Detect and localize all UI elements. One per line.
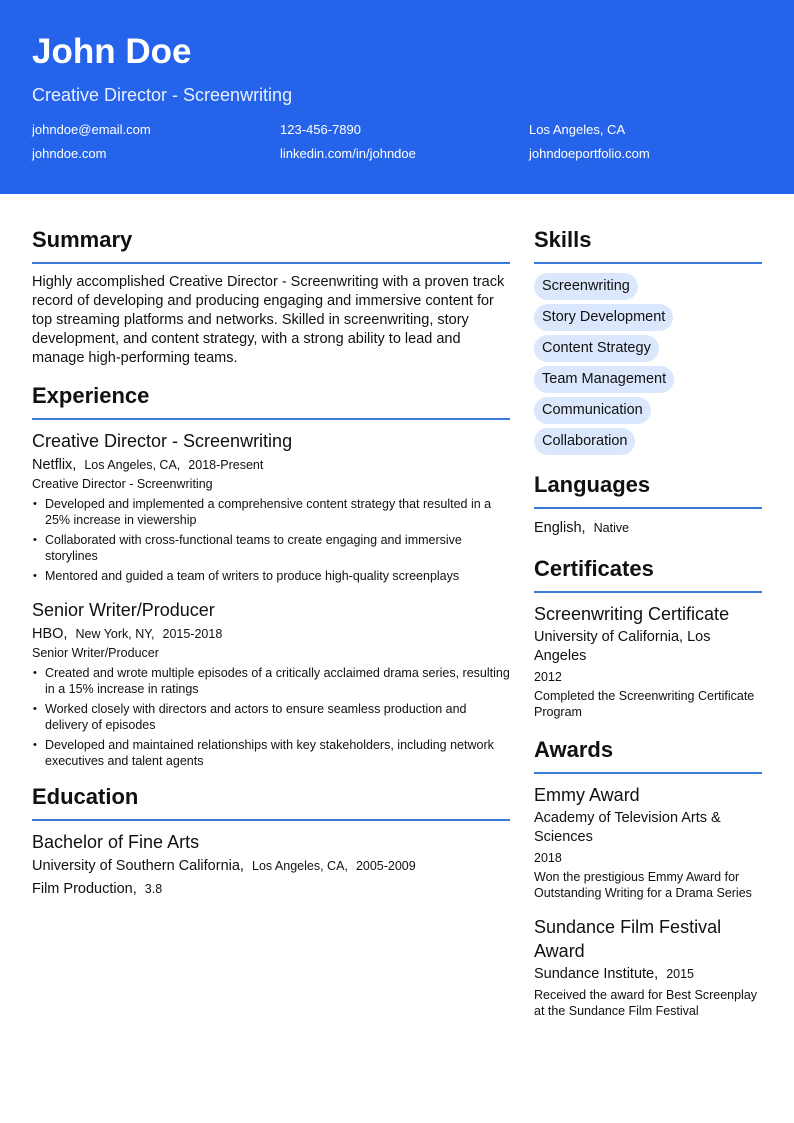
award-org: Sundance Institute, <box>534 966 659 982</box>
language-entry <box>534 518 762 538</box>
education-gpa: 3.8 <box>144 882 163 896</box>
skill-tag: Communication <box>534 397 651 424</box>
education-degree: Bachelor of Fine Arts <box>32 832 200 852</box>
summary-heading: Summary <box>32 226 510 264</box>
languages-heading: Languages <box>534 471 762 509</box>
awards-heading: Awards <box>534 736 762 774</box>
skill-tag: Story Development <box>534 304 673 331</box>
job-dates: 2018-Present <box>188 458 264 472</box>
certificate-org: University of California, Los Angeles <box>534 629 711 664</box>
award-date: 2018 <box>534 851 562 865</box>
job-bullets <box>32 665 510 769</box>
award-entry <box>534 783 762 901</box>
location: Los Angeles, CA <box>529 122 626 137</box>
phone-number: 123-456-7890 <box>280 122 361 137</box>
education-field-line <box>32 878 510 901</box>
main-column <box>32 226 510 901</box>
job-dates: 2015-2018 <box>162 627 223 641</box>
skill-tag: Content Strategy <box>534 335 659 362</box>
education-field: Film Production, <box>32 881 137 897</box>
education-school-line <box>32 855 510 878</box>
award-title: Emmy Award <box>534 785 640 805</box>
certificate-entry <box>534 602 762 720</box>
award-entry <box>534 915 762 1019</box>
job-location: New York, NY, <box>75 627 155 641</box>
job-bullet: • Developed and implemented a comprehensive content strategy that resulted in a 25% increase in viewership <box>32 496 510 528</box>
side-column <box>534 226 762 1033</box>
language-level: Native <box>593 521 630 535</box>
job-bullet: • Collaborated with cross-functional teams to create engaging and immersive storylines <box>32 532 510 564</box>
education-school: University of Southern California, <box>32 858 244 874</box>
job-company-line <box>32 455 510 475</box>
resume-header <box>0 0 794 194</box>
job-company-line <box>32 624 510 644</box>
job-bullet: • Worked closely with directors and actors to ensure seamless production and delivery of episodes <box>32 701 510 733</box>
job-bullets <box>32 496 510 584</box>
certificate-date: 2012 <box>534 670 562 684</box>
certificates-heading: Certificates <box>534 555 762 593</box>
job-bullet: • Mentored and guided a team of writers to produce high-quality screenplays <box>32 568 510 584</box>
award-title: Sundance Film Festival Award <box>534 917 722 961</box>
website-link[interactable]: johndoe.com <box>32 146 107 161</box>
job-title: Creative Director - Screenwriting <box>32 431 293 451</box>
award-org-line <box>534 965 762 984</box>
award-description: Received the award for Best Screenplay at the Sundance Film Festival <box>534 988 758 1018</box>
linkedin-link[interactable]: linkedin.com/in/johndoe <box>280 146 416 161</box>
education-heading: Education <box>32 783 510 821</box>
job-role: Senior Writer/Producer <box>32 646 159 660</box>
award-description: Won the prestigious Emmy Award for Outstanding Writing for a Drama Series <box>534 870 752 900</box>
certificate-title: Screenwriting Certificate <box>534 604 730 624</box>
candidate-title: Creative Director - Screenwriting <box>32 85 293 105</box>
job-entry <box>32 598 510 769</box>
job-company: HBO, <box>32 626 68 642</box>
language-name: English, <box>534 520 586 536</box>
candidate-name: John Doe <box>32 32 192 71</box>
summary-text: Highly accomplished Creative Director - Screenwriting with a proven track record of developing and producing engaging and immersive content for top streaming platforms and networks. Skilled in screenwriting, story development, and content strategy, with a strong ability to lead and manage high-performing teams. <box>32 274 505 366</box>
job-title: Senior Writer/Producer <box>32 600 215 620</box>
job-entry <box>32 429 510 584</box>
skill-tag: Screenwriting <box>534 273 638 300</box>
portfolio-link[interactable]: johndoeportfolio.com <box>529 146 650 161</box>
skill-tag: Team Management <box>534 366 674 393</box>
certificate-description: Completed the Screenwriting Certificate Program <box>534 689 755 719</box>
skills-heading: Skills <box>534 226 762 264</box>
job-bullet: • Created and wrote multiple episodes of a critically acclaimed drama series, resulting in a 15% increase in ratings <box>32 665 510 697</box>
skill-tag: Collaboration <box>534 428 635 455</box>
education-location: Los Angeles, CA, <box>252 859 348 873</box>
job-role: Creative Director - Screenwriting <box>32 477 213 491</box>
email-link[interactable]: johndoe@email.com <box>32 122 151 137</box>
education-dates: 2005-2009 <box>355 859 416 873</box>
award-date: 2015 <box>666 967 694 981</box>
job-bullet: • Developed and maintained relationships with key stakeholders, including network executives and talent agents <box>32 737 510 769</box>
experience-heading: Experience <box>32 382 510 420</box>
job-company: Netflix, <box>32 457 77 473</box>
skills-list <box>534 273 762 455</box>
award-org: Academy of Television Arts & Sciences <box>534 810 721 845</box>
job-location: Los Angeles, CA, <box>84 458 181 472</box>
